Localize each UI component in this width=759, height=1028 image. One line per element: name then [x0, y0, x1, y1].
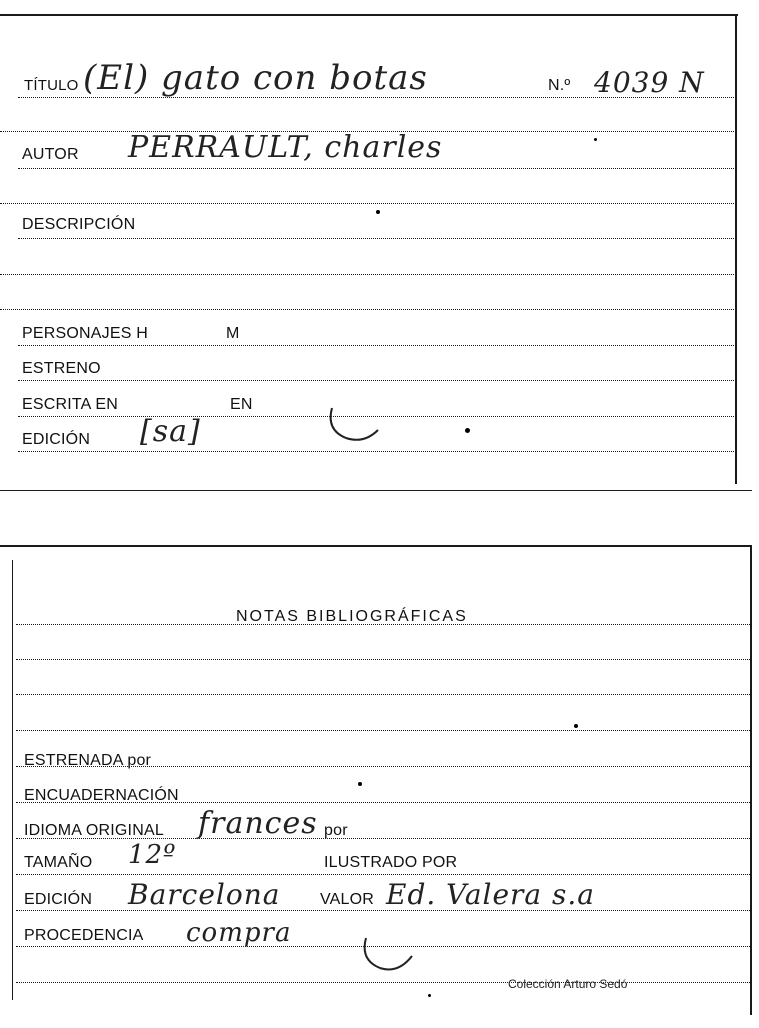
personajes-label: PERSONAJES H [22, 325, 148, 342]
edicion-value-back: Barcelona [128, 878, 281, 911]
ruling-line [18, 238, 736, 239]
por-label: por [324, 822, 348, 839]
tamano-label: TAMAÑO [24, 854, 93, 871]
ruling-line [18, 451, 736, 452]
autor-value: PERRAULT, charles [128, 130, 443, 165]
coleccion-footer: Colección Arturo Sedó [508, 977, 628, 991]
ink-speck [594, 138, 597, 141]
edicion-value: [sa] [140, 414, 201, 449]
ruling-line [0, 274, 736, 275]
back-card-top-border [0, 545, 752, 547]
edicion-label: EDICIÓN [22, 431, 91, 448]
estreno-label: ESTRENO [22, 360, 101, 377]
front-card-top-border [0, 14, 738, 16]
front-card-bottom-border [0, 490, 752, 491]
ink-speck [376, 210, 380, 214]
front-card-right-border [735, 14, 737, 484]
en-label: EN [230, 396, 253, 413]
ruling-line [16, 910, 750, 911]
ink-speck [574, 724, 578, 728]
descripcion-label: DESCRIPCIÓN [22, 216, 136, 233]
pencil-arc-mark [356, 932, 426, 982]
numero-label: N.º [548, 77, 571, 94]
notas-bibliograficas-heading: NOTAS BIBLIOGRÁFICAS [236, 608, 468, 625]
idioma-original-value: frances [198, 806, 318, 841]
procedencia-value: compra [186, 918, 292, 948]
autor-label: AUTOR [22, 146, 79, 163]
edicion-label-back: EDICIÓN [24, 891, 93, 908]
ruling-line [18, 380, 736, 381]
procedencia-label: PROCEDENCIA [24, 927, 144, 944]
escrita-en-label: ESCRITA EN [22, 396, 118, 413]
ruling-line [18, 345, 736, 346]
back-card-right-border [750, 545, 752, 1015]
catalog-card-back [0, 500, 759, 1028]
ilustrado-por-label: ILUSTRADO POR [324, 854, 458, 871]
ink-speck [465, 428, 470, 433]
estrenada-label: ESTRENADA por [24, 752, 152, 769]
ruling-line [16, 659, 750, 660]
ruling-line [16, 694, 750, 695]
valor-label: VALOR [320, 891, 375, 908]
catalog-card-front [0, 0, 759, 500]
idioma-original-label: IDIOMA ORIGINAL [24, 822, 164, 839]
ink-speck [358, 782, 362, 786]
valor-value: Ed. Valera s.a [386, 878, 595, 911]
ink-speck [428, 994, 431, 997]
personajes-m-label: M [226, 325, 240, 342]
titulo-label: TÍTULO [24, 77, 79, 94]
encuadernacion-label: ENCUADERNACIÓN [24, 787, 179, 804]
numero-value: 4039 N [594, 66, 705, 99]
pencil-arc-mark [320, 400, 390, 450]
titulo-value: (El) gato con botas [83, 58, 428, 98]
ruling-line [16, 982, 750, 983]
tamano-value: 12º [128, 840, 177, 870]
ruling-line [0, 203, 736, 204]
back-card-left-edge [12, 560, 13, 1000]
ruling-line [18, 168, 736, 169]
ruling-line [16, 874, 750, 875]
ruling-line [16, 730, 750, 731]
ruling-line [0, 309, 736, 310]
